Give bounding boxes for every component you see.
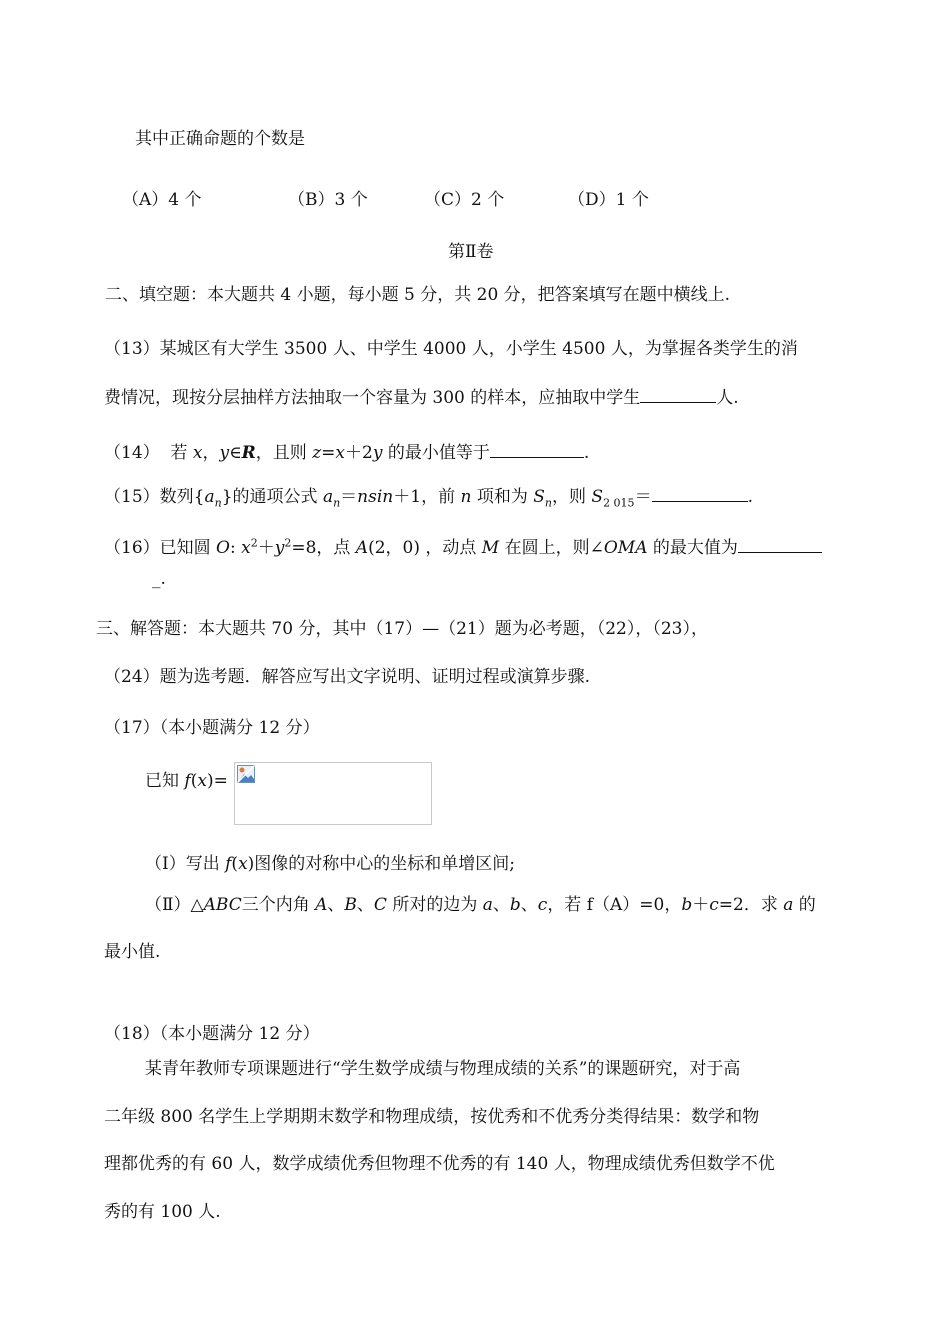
q17-p2-d: 、 [356,895,374,915]
q17-f: f [184,771,191,791]
q16-t6: 的最大值为 [647,538,738,558]
q15-t6: ＝ [634,487,652,507]
q18-line1: 某青年教师专项课题进行“学生数学成绩与物理成绩的关系”的课题研究，对于高 [145,1059,741,1079]
q15-sin: sin [368,487,394,507]
q15-n-sub: n [214,496,222,510]
q14-t2: ， [202,443,220,463]
q15-n2: n [460,487,472,507]
q16-t2: ＋ [257,538,275,558]
q16-end: . [160,569,166,589]
option-b: （B）3 个 [288,190,368,210]
q17-p1-b: ( [231,854,239,874]
q16-y: y [274,538,285,558]
q17-part2-line1 [145,893,816,917]
q15-S2: S [591,487,604,507]
q17-x: x [197,771,207,791]
q18-line2: 二年级 800 名学生上学期期末数学和物理成绩，按优秀和不优秀分类得结果：数学和物 [104,1107,760,1127]
q17-p2-A: A [315,895,328,915]
q17-p2-C: C [373,895,387,915]
q18-line3: 理都优秀的有 60 人，数学成绩优秀但物理不优秀的有 140 人，物理成绩优秀但数学不优 [104,1154,775,1174]
q17-p1-a: （Ⅰ）写出 [145,854,226,874]
q14-R: R [241,443,256,463]
q15-t1: 的通项公式 [232,487,323,507]
q14-x: x [192,443,203,463]
q15-S: S [533,487,545,507]
q15-t4: 项和为 [471,487,534,507]
section-3-line1: 三、解答题：本大题共 70 分，其中（17）—（21）题为必考题，（22），（23）， [96,619,708,639]
prev-question-tail: 其中正确命题的个数是 [135,129,305,149]
q14-t7: 的最小值等于 [382,443,490,463]
q17-p2-f: 、 [492,895,510,915]
q14-t3: ∈ [229,443,242,463]
q16-M: M [481,538,500,558]
q14-line [104,439,589,465]
q17-formula-image [234,762,432,825]
q16-t3: =8，点 [291,538,356,558]
q17-p2-ABC: ABC [203,895,242,915]
q16-O: O [216,538,230,558]
q17-p1-x: x [238,854,248,874]
q17-p2-h: ，若 f（A）=0， [547,895,682,915]
q16-num: （16）已知圆 [104,538,217,558]
q17-p2-lc: c [537,895,548,915]
q16-line2 [152,567,166,591]
q17-p2-B: B [344,895,357,915]
option-a: （A）4 个 [122,190,202,210]
q15-t5: ，则 [552,487,592,507]
q17-p1-f: f [225,854,232,874]
q15-end: . [747,487,753,507]
option-c: （C）2 个 [424,190,505,210]
q13-end: 人. [716,388,739,408]
q14-t5: = [321,443,336,463]
q17-p2-c: 、 [327,895,345,915]
option-d: （D）1 个 [568,190,649,210]
q17-p2-g: 、 [520,895,538,915]
q15-t3: ＋1，前 [393,487,461,507]
q16-answer-blank [738,534,822,553]
q17-p2-la2: a [783,895,794,915]
q16-t5: 在圆上，则∠ [499,538,604,558]
q17-known-text: 已知 [145,771,185,791]
q15-answer-blank [652,483,748,502]
q15-brace-close: } [221,487,233,507]
part-title: 第Ⅱ卷 [448,242,494,262]
q17-p1-c: )图像的对称中心的坐标和单增区间; [247,854,516,874]
q17-paren2: )= [206,771,228,791]
q14-end: . [583,443,590,463]
q15-a: a [204,487,215,507]
q16-OMA: OMA [603,538,648,558]
q15-num: （15）数列 [104,487,194,507]
q13-text: 费情况，现按分层抽样方法抽取一个容量为 300 的样本，应抽取中学生 [104,388,641,408]
q14-y: y [219,443,230,463]
q15-sub2015: 2 015 [603,496,635,510]
q17-header: （17）（本小题满分 12 分） [104,718,320,738]
q17-p2-lb2: b [681,895,693,915]
broken-image-icon [237,765,255,783]
q15-n-sub2: n [333,496,341,510]
section-3-line2: （24）题为选考题．解答应写出文字说明、证明过程或演算步骤. [104,667,591,687]
q17-paren: ( [190,771,198,791]
q16-line1 [104,534,822,560]
q16-sq1: 2 [250,536,258,550]
q14-y2: y [372,443,383,463]
section-2-heading: 二、填空题：本大题共 4 小题，每小题 5 分，共 20 分，把答案填写在题中横线上. [105,285,731,305]
q14-answer-blank [490,439,584,458]
q14-num: （14） [104,443,160,463]
q13-answer-blank [640,384,716,403]
q17-p2-e: 所对的边为 [386,895,483,915]
q14-t1: 若 [170,443,193,463]
q17-p2-a: （Ⅱ）△ [145,895,204,915]
q14-t4: ，且则 [255,443,313,463]
q17-p2-lc2: c [709,895,719,915]
q17-p2-i: ＋ [692,895,710,915]
q17-p2-lb: b [509,895,521,915]
q15-line [104,483,753,509]
q16-A: A [355,538,369,558]
q16-blank-tail: _ [152,569,161,589]
q13-line2 [104,384,739,410]
q14-t6: ＋2 [345,443,373,463]
q16-t4: (2，0) ，动点 [368,538,482,558]
q15-n: n [357,487,369,507]
q16-t1: : [229,538,242,558]
q17-p2-k: 的 [793,895,816,915]
q17-p2-b: 三个内角 [241,895,316,915]
q15-brace-open: { [193,487,205,507]
q15-t2: ＝ [340,487,358,507]
q15-a2: a [322,487,334,507]
q14-x2: x [335,443,346,463]
q16-x: x [241,538,251,558]
q16-sq2: 2 [284,536,292,550]
q14-z: z [312,443,322,463]
q13-line1: （13）某城区有大学生 3500 人、中学生 4000 人，小学生 4500 人，为掌握各类学生的消 [104,339,798,359]
q17-p2-j: =2．求 [718,895,784,915]
q15-n-sub3: n [544,496,552,510]
q17-part2-line2: 最小值. [104,942,161,962]
q18-line4: 秀的有 100 人. [104,1202,221,1222]
q17-p2-la: a [482,895,493,915]
q18-header: （18）（本小题满分 12 分） [104,1024,320,1044]
q17-known [145,769,228,793]
q17-part1 [145,852,515,876]
